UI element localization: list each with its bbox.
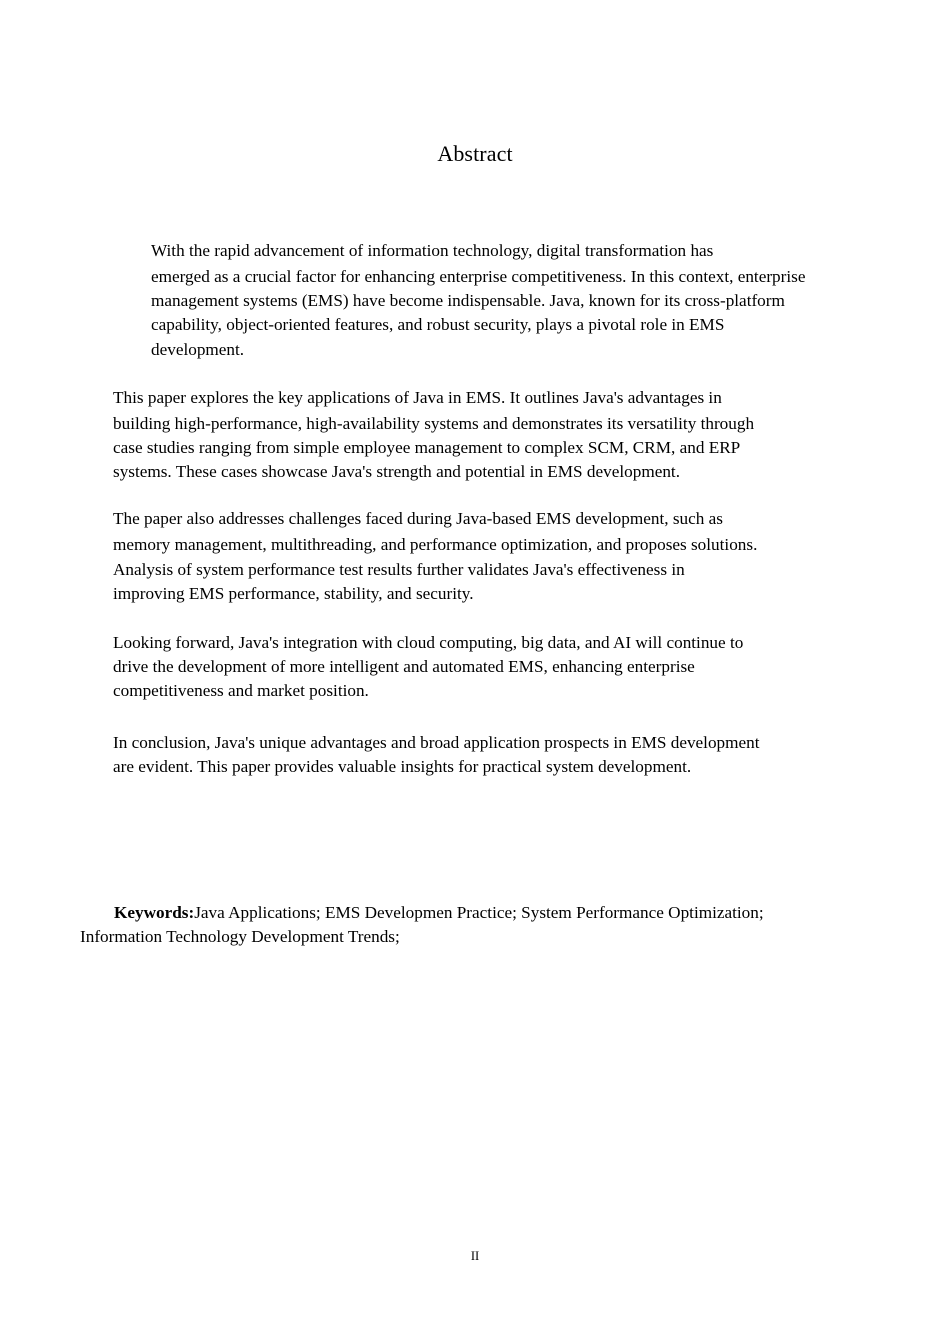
abstract-paragraph-4 — [113, 631, 846, 704]
page-title: Abstract — [437, 140, 513, 166]
paragraph-line: management systems (EMS) have become indispensable. Java, known for its cross-platform — [151, 291, 785, 311]
paragraph-line: drive the development of more intelligent and automated EMS, enhancing enterprise — [113, 657, 695, 677]
paragraph-spacer — [113, 704, 846, 731]
paragraph-spacer — [113, 484, 846, 504]
paragraph-line: building high-performance, high-availability systems and demonstrates its versatility through — [113, 413, 755, 433]
abstract-paragraph-1 — [113, 236, 846, 362]
keywords-label: Keywords: — [114, 903, 195, 923]
paragraph-line: emerged as a crucial factor for enhancing enterprise competitiveness. In this context, enterprise — [151, 267, 806, 286]
paragraph-line: With the rapid advancement of information technology, digital transformation has — [151, 241, 714, 260]
abstract-paragraph-3 — [113, 504, 846, 606]
paragraph-line: systems. These cases showcase Java's strength and potential in EMS development. — [113, 462, 680, 482]
paragraph-line: Looking forward, Java's integration with cloud computing, big data, and AI will continue to — [113, 633, 744, 653]
paragraph-line: case studies ranging from simple employee management to complex SCM, CRM, and ERP — [113, 438, 741, 458]
paragraph-line: memory management, multithreading, and performance optimization, and proposes solutions. — [113, 535, 758, 555]
page-number: II — [470, 1249, 480, 1263]
paragraph-line: Analysis of system performance test results further validates Java's effectiveness in — [113, 559, 685, 579]
abstract-paragraph-5 — [113, 731, 846, 779]
paragraph-line: are evident. This paper provides valuable insights for practical system development. — [113, 756, 692, 776]
paragraph-line: The paper also addresses challenges faced during Java-based EMS development, such as — [113, 509, 723, 529]
paragraph-line: competitiveness and market position. — [113, 681, 369, 701]
paragraph-line: In conclusion, Java's unique advantages and broad application prospects in EMS development — [113, 732, 760, 752]
paragraph-line: This paper explores the key applications of Java in EMS. It outlines Java's advantages in — [113, 387, 722, 407]
paragraph-spacer — [113, 362, 846, 383]
abstract-paragraph-2 — [113, 383, 846, 485]
abstract-body — [113, 236, 846, 779]
paragraph-line: improving EMS performance, stability, and security. — [113, 583, 474, 603]
paragraph-line: capability, object-oriented features, and robust security, plays a pivotal role in EMS — [151, 315, 725, 335]
keywords-value: Java Applications; EMS Developmen Practice; System Performance Optimization; Information Technology Development Trends; — [80, 903, 764, 947]
paragraph-line: development. — [151, 339, 245, 359]
keywords-section — [80, 901, 848, 949]
paragraph-spacer — [113, 606, 846, 631]
